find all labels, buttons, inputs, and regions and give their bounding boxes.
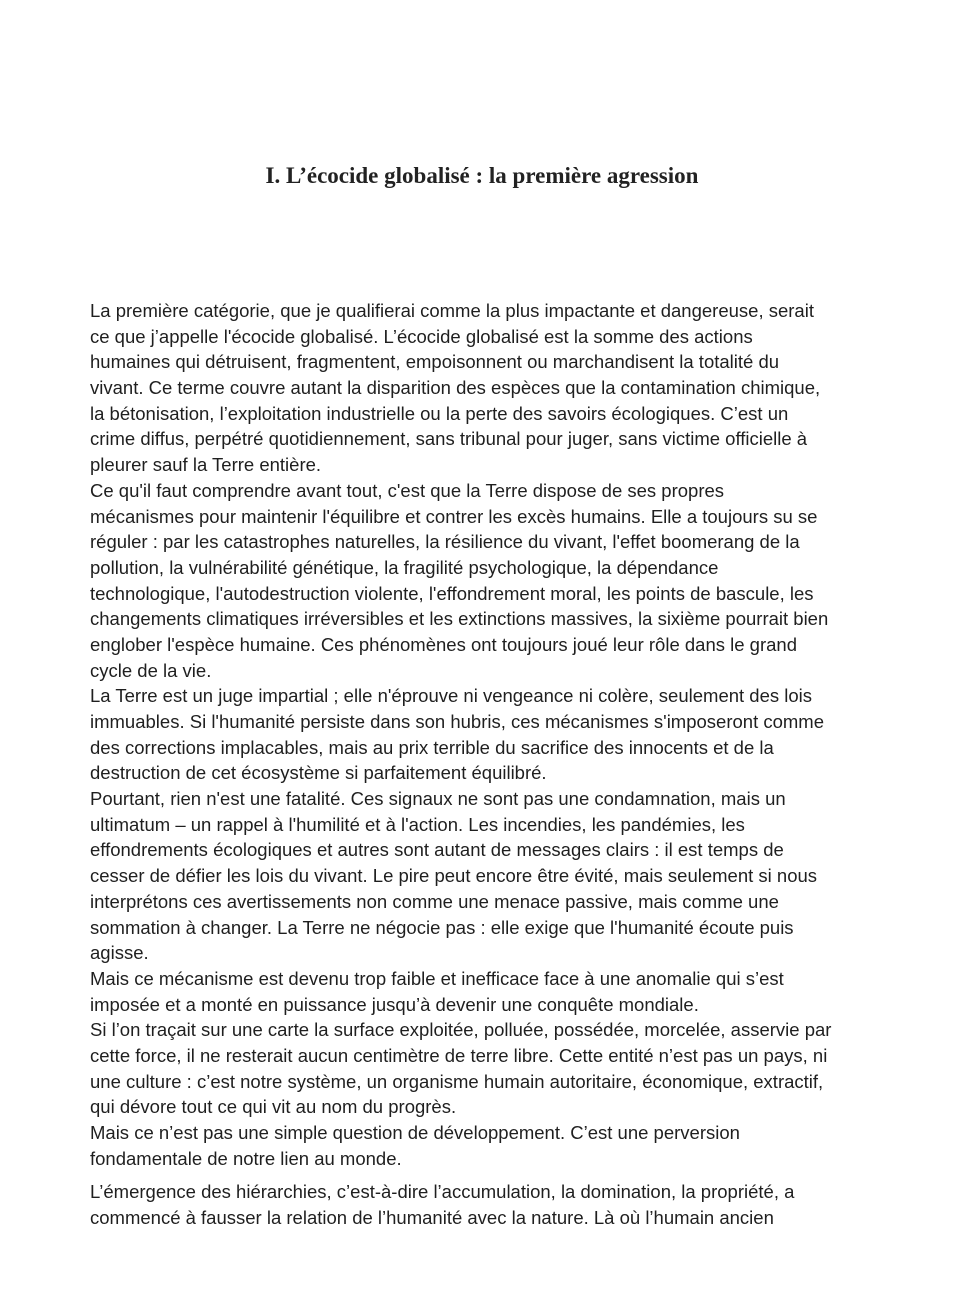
text-line: cette force, il ne resterait aucun centimètre de terre libre. Cette entité n’est pas un pays, ni	[90, 1044, 828, 1066]
text-line: ce que j’appelle l'écocide globalisé. L’écocide globalisé est la somme des actions	[90, 325, 753, 347]
text-line: qui dévore tout ce qui vit au nom du progrès.	[90, 1096, 457, 1118]
text-line: crime diffus, perpétré quotidiennement, sans tribunal pour juger, sans victime officielle à	[90, 428, 808, 450]
text-line: cesser de défier les lois du vivant. Le pire peut encore être évité, mais seulement si nous	[90, 865, 818, 887]
text-line: Pourtant, rien n'est une fatalité. Ces signaux ne sont pas une condamnation, mais un	[90, 788, 786, 810]
text-line: technologique, l'autodestruction violente, l'effondrement moral, les points de bascule, les	[90, 582, 814, 604]
text-line: la bétonisation, l’exploitation industrielle ou la perte des savoirs écologiques. C’est un	[90, 402, 789, 424]
paragraph-gap	[90, 1171, 890, 1179]
text-line: pollution, la vulnérabilité génétique, la fragilité psychologique, la dépendance	[90, 556, 719, 578]
text-line: imposée et a monté en puissance jusqu’à devenir une conquête mondiale.	[90, 993, 699, 1015]
text-line: Ce qu'il faut comprendre avant tout, c'est que la Terre dispose de ses propres	[90, 479, 725, 501]
page-title: I. L’écocide globalisé : la première agression	[265, 163, 699, 188]
text-line: La Terre est un juge impartial ; elle n'éprouve ni vengeance ni colère, seulement des lois	[90, 685, 813, 707]
text-line: La première catégorie, que je qualifierai comme la plus impactante et dangereuse, serait	[90, 300, 814, 321]
text-line: mécanismes pour maintenir l'équilibre et contrer les excès humains. Elle a toujours su se	[90, 505, 818, 527]
text-line: effondrements écologiques et autres sont autant de messages clairs : il est temps de	[90, 839, 784, 861]
text-line: Mais ce mécanisme est devenu trop faible et inefficace face à une anomalie qui s’est	[90, 967, 784, 989]
text-line: ultimatum – un rappel à l'humilité et à l'action. Les incendies, les pandémies, les	[90, 813, 745, 835]
text-line: pleurer sauf la Terre entière.	[90, 454, 322, 476]
text-line: L’émergence des hiérarchies, c’est-à-dire l’accumulation, la domination, la propriété, a	[90, 1181, 795, 1203]
text-line: vivant. Ce terme couvre autant la disparition des espèces que la contamination chimique,	[90, 377, 821, 399]
text-line: destruction de cet écosystème si parfaitement équilibré.	[90, 762, 547, 784]
text-line: Mais ce n’est pas une simple question de développement. C’est une perversion	[90, 1122, 740, 1143]
text-line: agisse.	[90, 942, 149, 964]
text-line: sommation à changer. La Terre ne négocie pas : elle exige que l'humanité écoute puis	[90, 916, 794, 938]
text-line: changements climatiques irréversibles et les extinctions massives, la sixième pourrait bien	[90, 608, 829, 630]
text-line: humaines qui détruisent, fragmentent, empoisonnent ou marchandisent la totalité du	[90, 351, 780, 373]
text-line: des corrections implacables, mais au prix terrible du sacrifice des innocents et de la	[90, 736, 774, 758]
text-line: englober l'espèce humaine. Ces phénomènes ont toujours joué leur rôle dans le grand	[90, 633, 797, 655]
text-line: Si l’on traçait sur une carte la surface exploitée, polluée, possédée, morcelée, asservie par	[90, 1019, 832, 1041]
text-line: fondamentale de notre lien au monde.	[90, 1147, 402, 1169]
text-line: interprétons ces avertissements non comme une menace passive, mais comme une	[90, 890, 779, 912]
text-line: une culture : c’est notre système, un organisme humain autoritaire, économique, extractif,	[90, 1070, 824, 1092]
text-line: cycle de la vie.	[90, 659, 212, 681]
text-line: commencé à fausser la relation de l’humanité avec la nature. Là où l’humain ancien	[90, 1207, 774, 1229]
text-line: réguler : par les catastrophes naturelles, la résilience du vivant, l'effet boomerang de la	[90, 531, 800, 553]
body-text	[90, 298, 890, 1231]
text-line: immuables. Si l'humanité persiste dans son hubris, ces mécanismes s'imposeront comme	[90, 711, 825, 732]
